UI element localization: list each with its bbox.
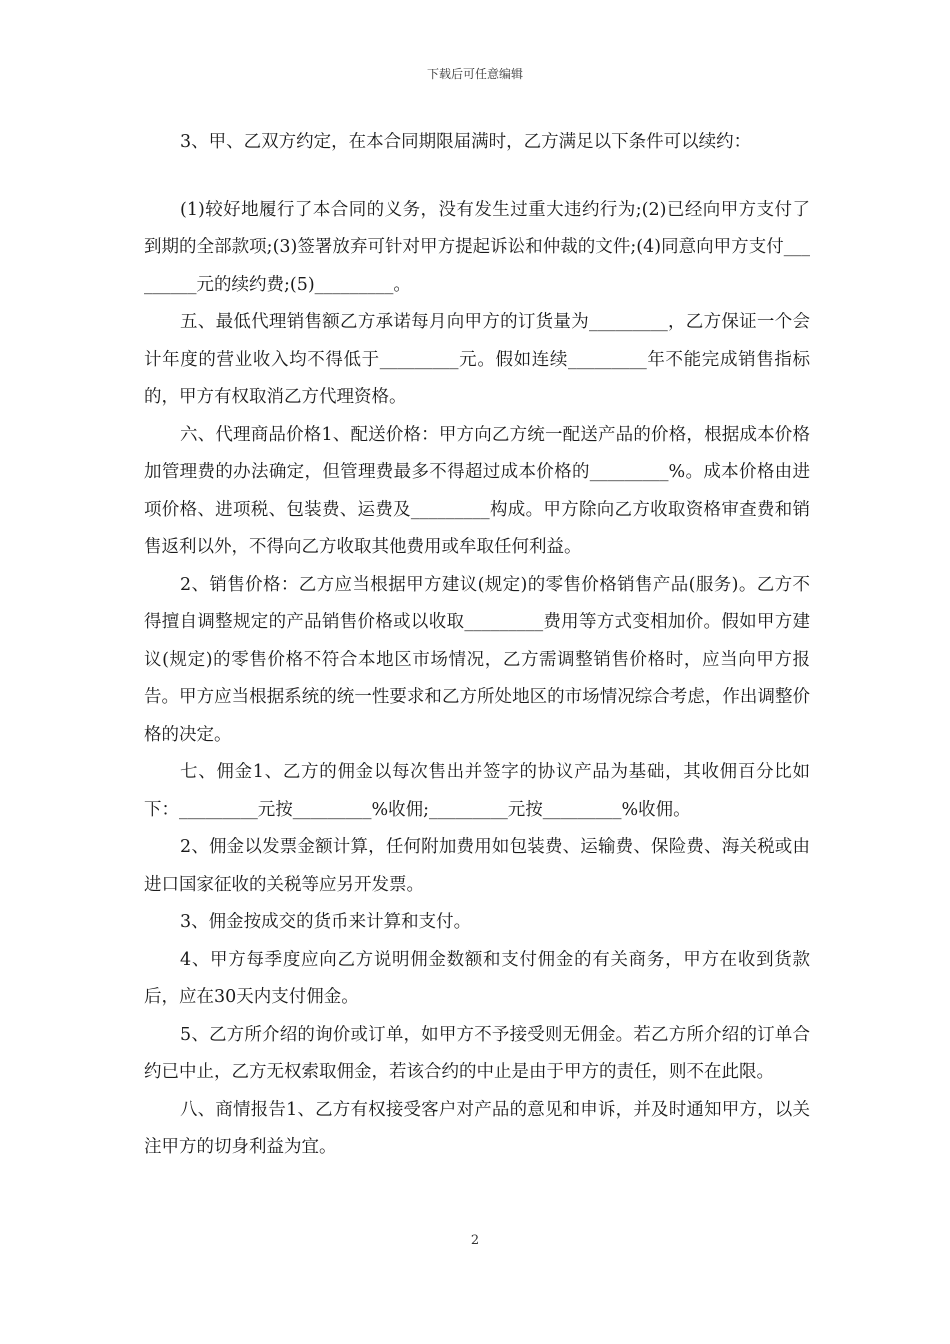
paragraph-commission-orders: 5、乙方所介绍的询价或订单，如甲方不予接受则无佣金。若乙方所介绍的订单合约已中止，乙方无权索取佣金，若该合约的中止是由于甲方的责任，则不在此限。 <box>144 1024 810 1082</box>
paragraph-renewal-conditions: 3、甲、乙双方约定，在本合同期限届满时，乙方满足以下条件可以续约： <box>180 132 752 152</box>
paragraph-minimum-sales: 五、最低代理销售额乙方承诺每月向甲方的订货量为_________，乙方保证一个会计年度的营业收入均不得低于_________元。假如连续_________年不能完成销售指标的，甲方有权取消乙方代理资格。 <box>144 312 810 407</box>
paragraph-product-price: 六、代理商品价格1、配送价格：甲方向乙方统一配送产品的价格，根据成本价格加管理费的办法确定，但管理费最多不得超过成本价格的_________%。成本价格由进项价格、进项税、包装费、运费及_________构成。甲方除向乙方收取资格审查费和销售返利以外，不得向乙方收取其他费用或牟取任何利益。 <box>144 424 810 557</box>
document-body <box>144 124 810 1167</box>
paragraph-commission-currency: 3、佣金按成交的货币来计算和支付。 <box>180 912 472 932</box>
paragraph-commission: 七、佣金1、乙方的佣金以每次售出并签字的协议产品为基础，其收佣百分比如下：_________元按_________%收佣;_________元按_________%收佣。 <box>144 762 810 820</box>
paragraph-renewal-terms: (1)较好地履行了本合同的义务，没有发生过重大违约行为;(2)已经向甲方支付了到期的全部款项;(3)签署放弃可针对甲方提起诉讼和仲裁的文件;(4)同意向甲方支付_________元的续约费;(5)_________。 <box>144 199 810 295</box>
paragraph-market-report: 八、商情报告1、乙方有权接受客户对产品的意见和申诉，并及时通知甲方，以关注甲方的切身利益为宜。 <box>144 1099 810 1157</box>
page-number: 2 <box>470 1233 480 1248</box>
paragraph-commission-invoice: 2、佣金以发票金额计算，任何附加费用如包装费、运输费、保险费、海关税或由进口国家征收的关税等应另开发票。 <box>144 837 810 895</box>
page-header: 下载后可任意编辑 <box>426 67 523 81</box>
paragraph-commission-payment: 4、甲方每季度应向乙方说明佣金数额和支付佣金的有关商务，甲方在收到货款后，应在30天内支付佣金。 <box>144 949 810 1007</box>
paragraph-sales-price: 2、销售价格：乙方应当根据甲方建议(规定)的零售价格销售产品(服务)。乙方不得擅自调整规定的产品销售价格或以收取_________费用等方式变相加价。假如甲方建议(规定)的零售价格不符合本地区市场情况，乙方需调整销售价格时，应当向甲方报告。甲方应当根据系统的统一性要求和乙方所处地区的市场情况综合考虑，作出调整价格的决定。 <box>144 574 810 745</box>
